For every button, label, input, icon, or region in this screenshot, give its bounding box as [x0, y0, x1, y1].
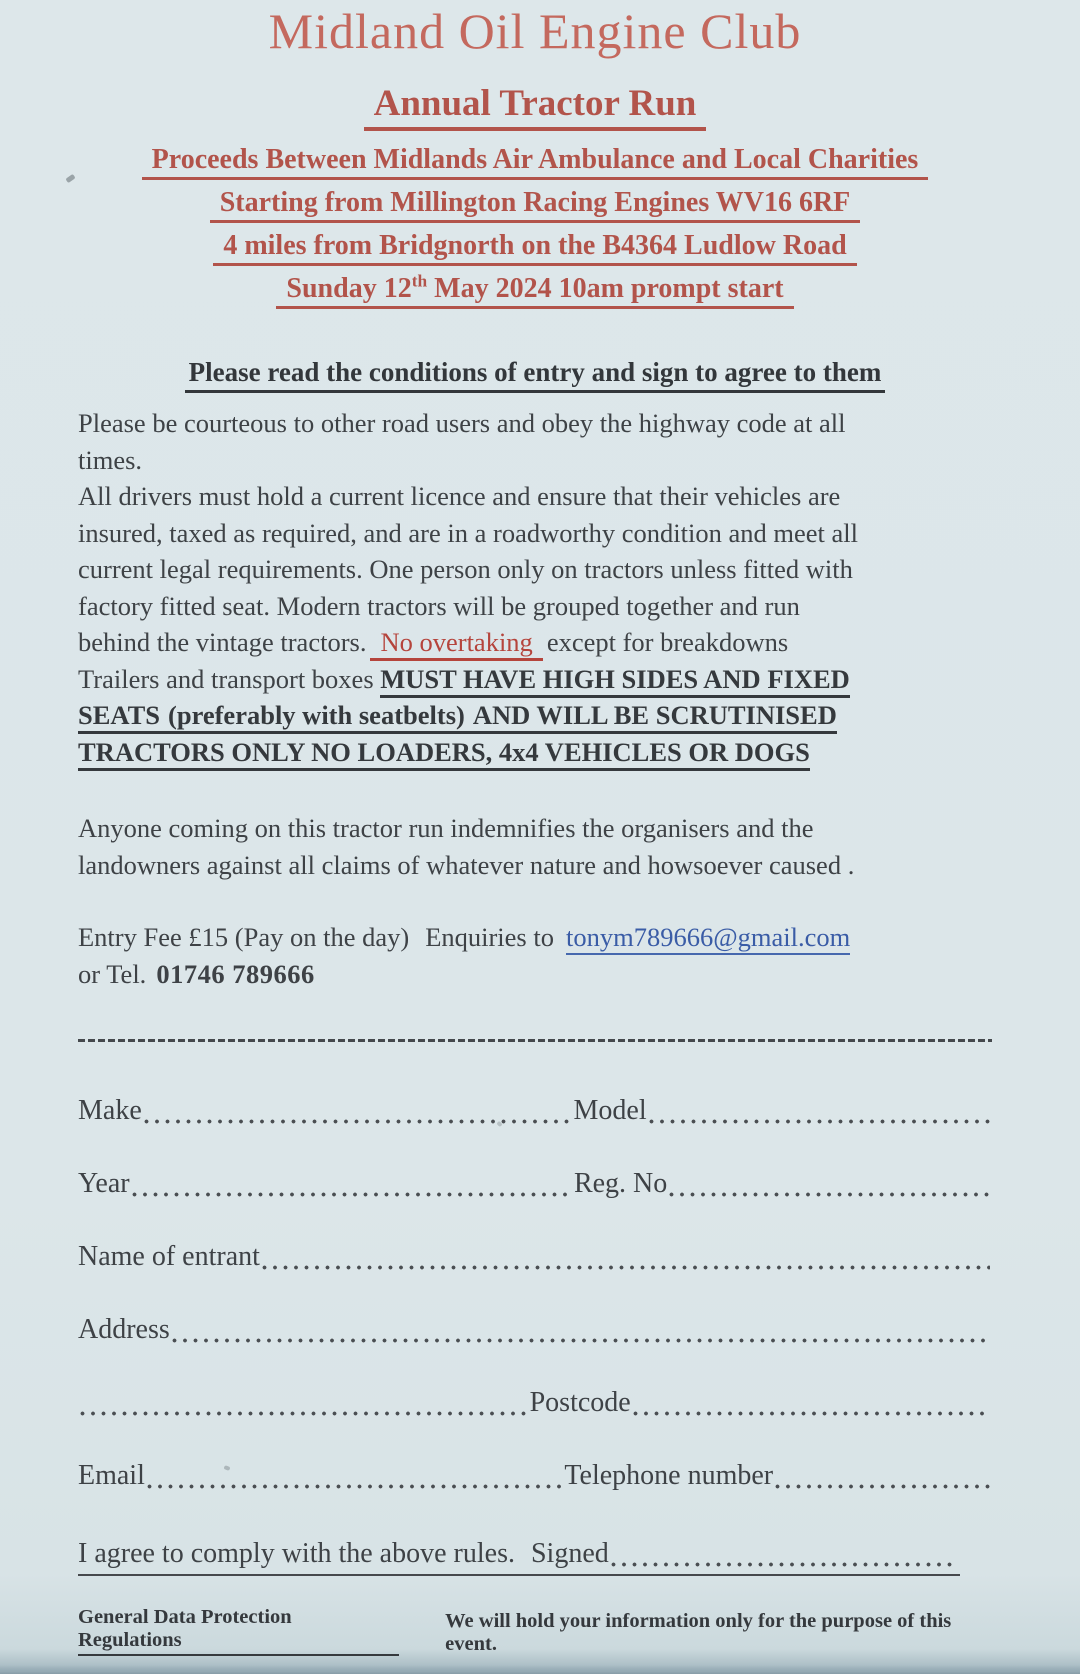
- signed-label: Signed: [530, 1538, 609, 1569]
- conditions-heading-wrap: [78, 357, 992, 393]
- seats-caps: SEATS: [78, 700, 160, 734]
- address-field-line: [170, 1317, 992, 1347]
- subhead-date-text: [276, 271, 793, 309]
- entry-fee-text: Entry Fee £15 (Pay on the day): [78, 922, 410, 952]
- subhead-start-location-text: Starting from Millington Racing Engines WV16 6RF: [210, 188, 861, 223]
- conditions-line-seats: [78, 697, 992, 734]
- conditions-line-trailers: [78, 661, 992, 698]
- agreement-signature-row: [78, 1533, 960, 1576]
- model-field-line: [647, 1098, 992, 1128]
- indemnity-line: Anyone coming on this tractor run indemnifies the organisers and the: [78, 813, 814, 843]
- telephone-line: [78, 956, 992, 993]
- scan-bottom-edge: [0, 1665, 1080, 1674]
- conditions-line-no-overtaking: [78, 624, 992, 661]
- conditions-line: times.: [78, 444, 143, 475]
- make-label: Make: [78, 1095, 142, 1126]
- model-label: Model: [573, 1095, 647, 1126]
- conditions-line: current legal requirements. One person only on tractors unless fitted with: [78, 554, 853, 584]
- date-main: Sunday 12: [286, 273, 412, 304]
- cut-line-separator: [78, 1039, 992, 1042]
- year-label: Year: [78, 1168, 130, 1199]
- telephone-field-line: [773, 1463, 992, 1493]
- line8-pre: Trailers and transport boxes: [78, 663, 381, 694]
- form-row-name: [78, 1238, 992, 1274]
- form-row-postcode: [78, 1384, 992, 1420]
- entry-fee-line: [78, 919, 992, 956]
- line7-pre: behind the vintage tractors.: [78, 627, 367, 657]
- signature-field-line: [609, 1541, 960, 1571]
- conditions-line: Please be courteous to other road users and obey the highway code at all: [78, 408, 846, 438]
- subhead-start-location: [78, 188, 992, 223]
- line7-post: except for breakdowns: [546, 627, 789, 657]
- tractors-only-caps: TRACTORS ONLY NO LOADERS, 4x4 VEHICLES OR DOGS: [78, 737, 810, 771]
- entrant-name-field-line: [260, 1244, 992, 1274]
- club-title: Midland Oil Engine Club: [268, 3, 802, 59]
- event-title-wrap: [78, 84, 992, 131]
- telephone-label: Telephone number: [564, 1460, 774, 1491]
- conditions-line: factory fitted seat. Modern tractors will be grouped together and run: [78, 590, 800, 621]
- address-label: Address: [78, 1314, 170, 1345]
- conditions-line-tractors-only: [78, 734, 992, 771]
- email-field-line: [145, 1463, 565, 1493]
- scrutinised-caps: AND WILL BE SCRUTINISED: [473, 700, 837, 734]
- year-field-line: [130, 1171, 574, 1201]
- reg-field-line: [667, 1171, 992, 1201]
- conditions-line: All drivers must hold a current licence and ensure that their vehicles are: [78, 481, 841, 511]
- gdpr-footer: [78, 1606, 992, 1656]
- form-row-make-model: [78, 1092, 992, 1128]
- seatbelts-note: (preferably with seatbelts): [160, 700, 473, 734]
- subhead-proceeds-text: Proceeds Between Midlands Air Ambulance and Local Charities: [142, 145, 929, 180]
- entrant-name-label: Name of entrant: [78, 1241, 260, 1272]
- subhead-route-text: 4 miles from Bridgnorth on the B4364 Ludlow Road: [213, 231, 856, 266]
- tel-number: 01746 789666: [156, 959, 315, 989]
- date-rest: May 2024 10am prompt start: [427, 273, 784, 304]
- gdpr-notice: We will hold your information only for the purpose of this event.: [445, 1610, 952, 1655]
- no-overtaking-warning: No overtaking: [370, 627, 542, 661]
- gdpr-title: General Data Protection Regulations: [78, 1606, 399, 1656]
- conditions-body: [78, 405, 992, 770]
- event-title: Annual Tractor Run: [364, 84, 707, 131]
- form-row-address: [78, 1311, 992, 1347]
- subhead-route: [78, 231, 992, 266]
- indemnity-line: landowners against all claims of whatever nature and howsoever caused .: [78, 849, 855, 880]
- make-field-line: [142, 1098, 574, 1128]
- form-row-email-telephone: [78, 1457, 992, 1493]
- subhead-date: [78, 271, 992, 309]
- enquiries-text: Enquiries to: [425, 922, 554, 952]
- enquiries-email-link[interactable]: tonym789666@gmail.com: [566, 922, 850, 955]
- indemnity-paragraph: [78, 810, 992, 883]
- agree-text: I agree to comply with the above rules.: [78, 1538, 515, 1569]
- entry-form: [78, 1092, 992, 1576]
- flyer-header: [78, 4, 992, 309]
- postcode-field-line: [631, 1390, 992, 1420]
- postcode-label: Postcode: [529, 1387, 631, 1418]
- date-ordinal: th: [411, 271, 428, 291]
- conditions-line: insured, taxed as required, and are in a roadworthy condition and meet all: [78, 517, 859, 548]
- form-row-year-reg: [78, 1165, 992, 1201]
- trailers-rule-caps: MUST HAVE HIGH SIDES AND FIXED: [380, 664, 850, 698]
- tel-label: or Tel.: [78, 959, 147, 989]
- address-continued-field-line: [78, 1390, 530, 1420]
- email-label: Email: [78, 1460, 145, 1491]
- subhead-proceeds: [78, 145, 992, 180]
- entry-info: [78, 919, 992, 993]
- reg-label: Reg. No: [573, 1168, 668, 1199]
- conditions-heading: Please read the conditions of entry and sign to agree to them: [185, 357, 886, 393]
